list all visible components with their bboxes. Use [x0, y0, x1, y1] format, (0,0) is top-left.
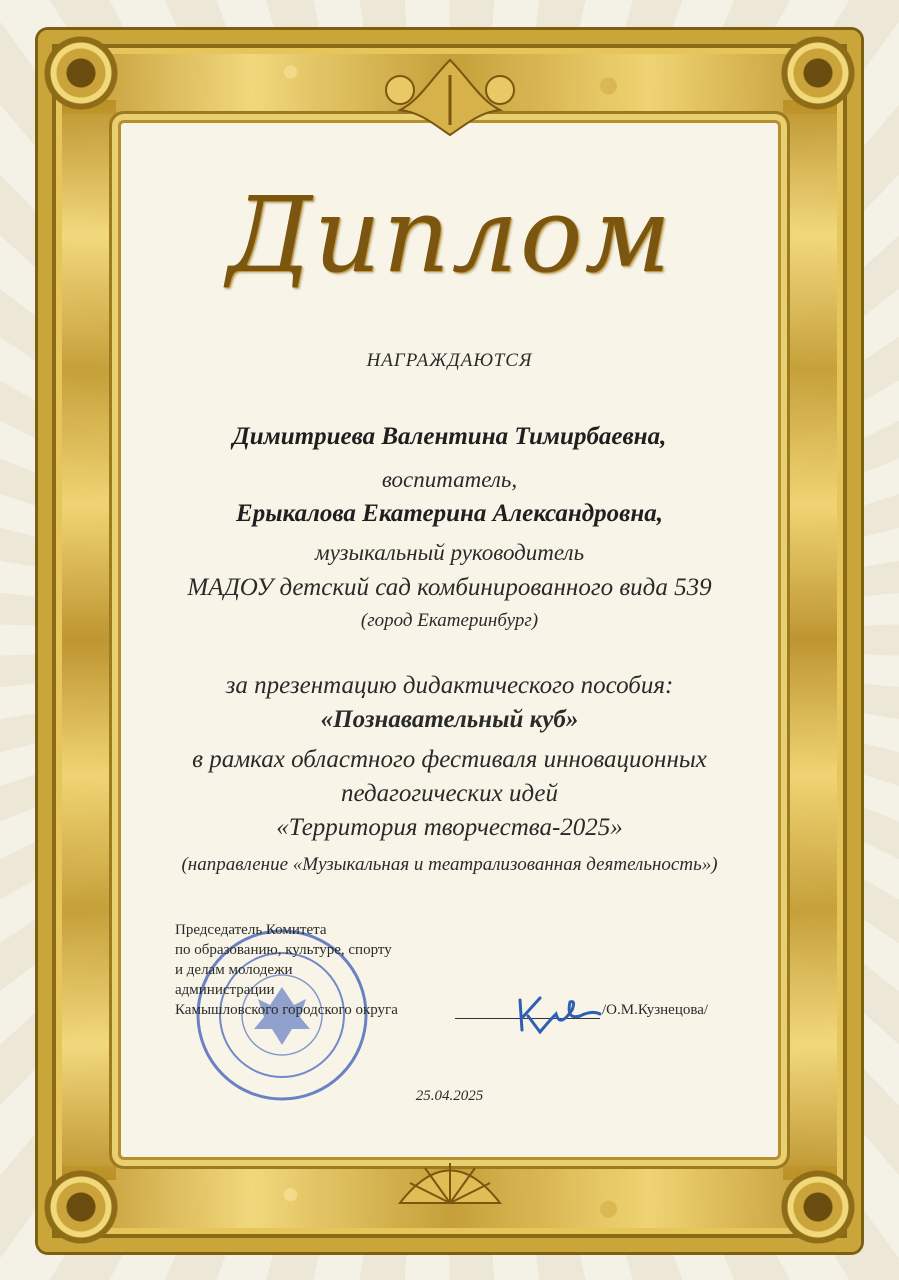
signer-title-line-5: Камышловского городского округа: [175, 1002, 398, 1018]
awarded-label: НАГРАЖДАЮТСЯ: [366, 350, 533, 371]
title-text: Диплом: [227, 174, 673, 296]
award-reason: за презентацию дидактического пособия:: [225, 672, 674, 699]
diploma-title: [170, 160, 730, 310]
signer-title-line-1: Председатель Комитета: [175, 922, 327, 938]
recipient-name-2: Ерыкалова Екатерина Александровна,: [236, 500, 663, 527]
context-line-2: педагогических идей: [340, 780, 558, 807]
recipient-role-1: воспитатель,: [381, 467, 518, 492]
direction: (направление «Музыкальная и театрализованная деятельность»): [181, 854, 718, 875]
corner-rosette-icon: [44, 36, 118, 110]
corner-rosette-icon: [781, 1170, 855, 1244]
signature-block: [175, 920, 398, 1020]
handwritten-signature-icon: [500, 980, 610, 1050]
recipient-role-2: музыкальный руководитель: [314, 540, 585, 565]
issue-date: 25.04.2025: [415, 1088, 484, 1104]
work-title: «Познавательный куб»: [320, 706, 579, 733]
corner-rosette-icon: [44, 1170, 118, 1244]
context-line-1: в рамках областного фестиваля инновационных: [192, 746, 707, 773]
organization: МАДОУ детский сад комбинированного вида 539: [187, 574, 712, 601]
corner-rosette-icon: [781, 36, 855, 110]
signer-title-line-4: администрации: [175, 982, 275, 998]
crest-ornament-icon: [360, 50, 540, 140]
festival-name: «Территория творчества-2025»: [276, 814, 623, 841]
recipient-name-1: Димитриева Валентина Тимирбаевна,: [232, 423, 667, 450]
shell-ornament-icon: [390, 1148, 510, 1208]
signer-title-line-3: и делам молодежи: [175, 962, 293, 978]
signer-title-line-2: по образованию, культуре, спорту: [175, 942, 392, 958]
city: (город Екатеринбург): [360, 610, 539, 631]
signer-name: /О.М.Кузнецова/: [602, 1002, 709, 1018]
